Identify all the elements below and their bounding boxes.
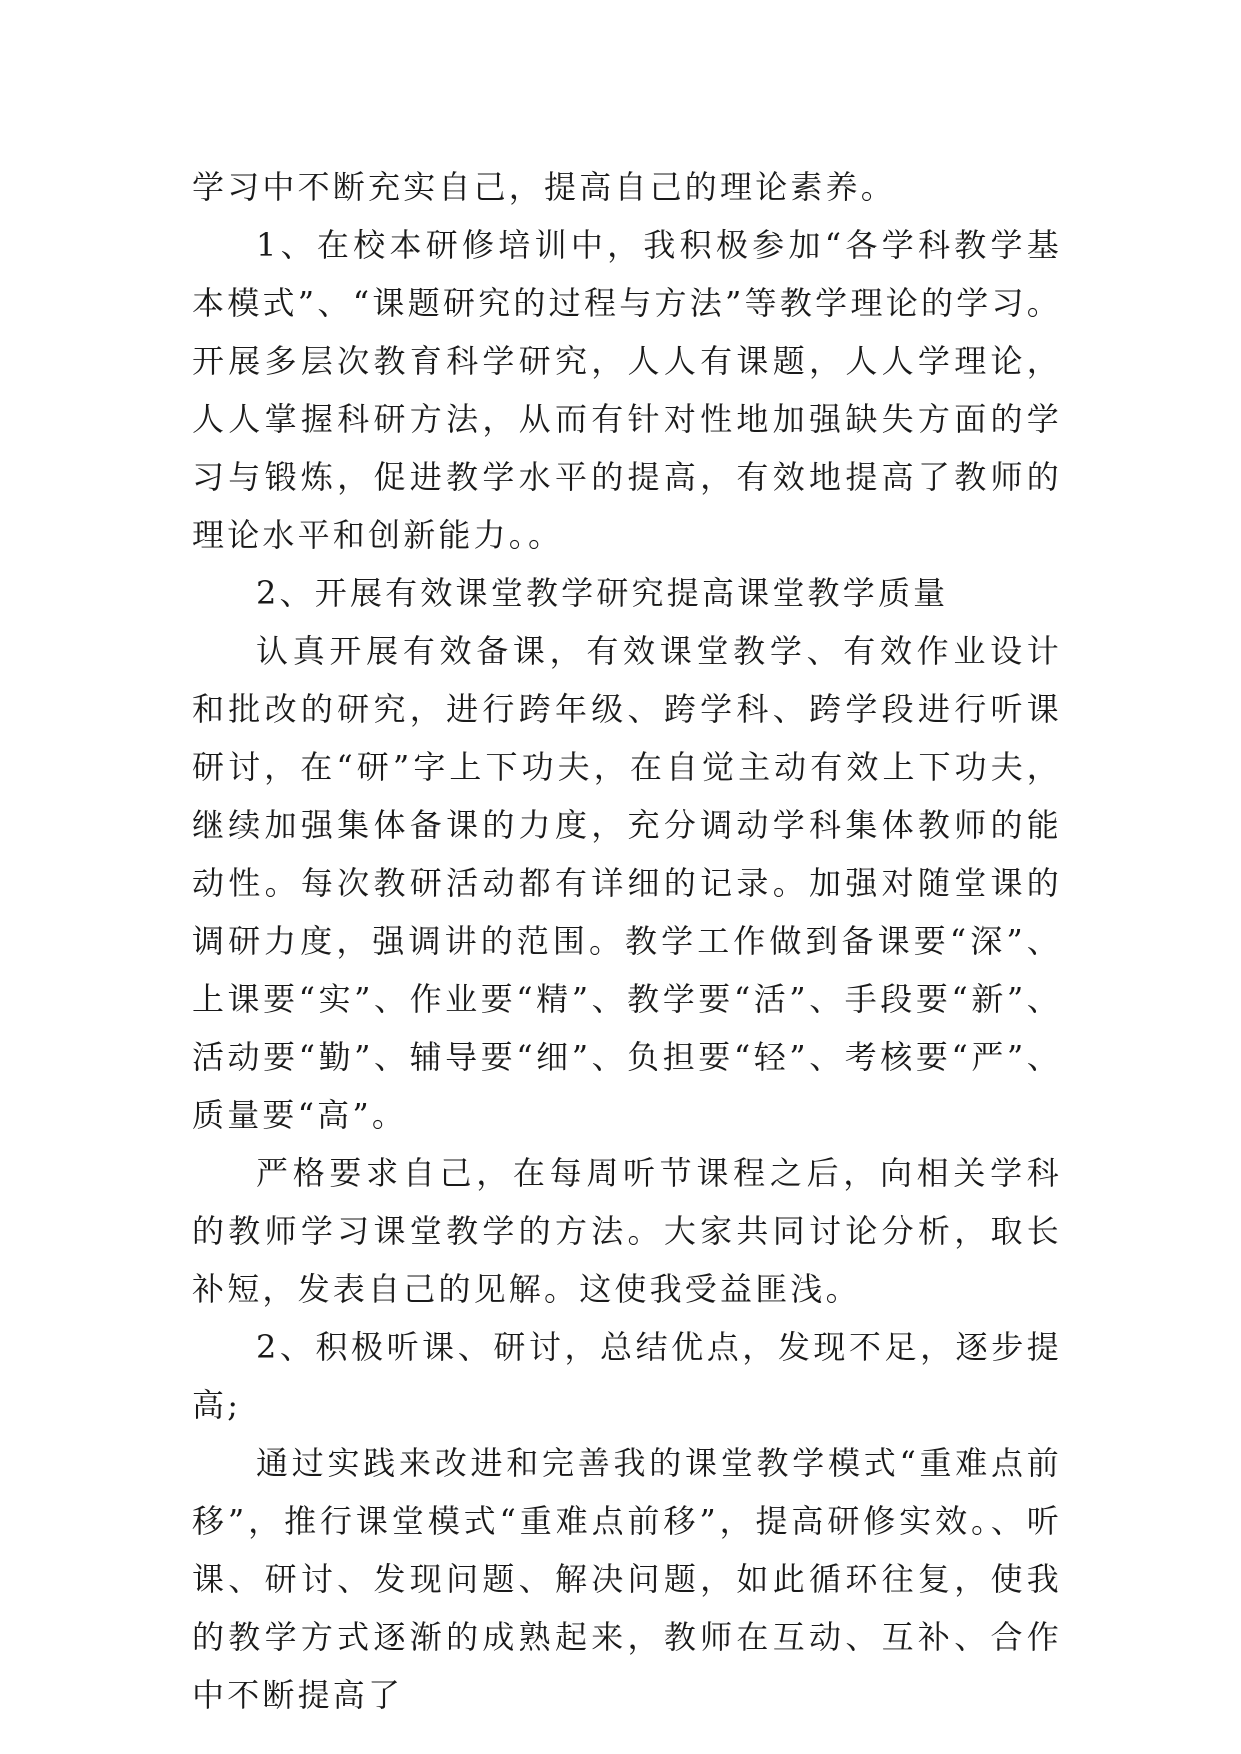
paragraph-3: 2、开展有效课堂教学研究提高课堂教学质量	[256, 574, 949, 612]
paragraph-1: 学习中不断充实自己，提高自己的理论素养。	[192, 168, 897, 206]
paragraph-2: 1、在校本研修培训中，我积极参加“各学科教学基本模式”、“课题研究的过程与方法”等教学理论的学习。开展多层次教育科学研究，人人有课题，人人学理论，人人掌握科研方法，从而有针对性地加强缺失方面的学习与锻炼，促进教学水平的提高，有效地提高了教师的理论水平和创新能力。。	[192, 226, 1062, 554]
paragraph-5: 严格要求自己，在每周听节课程之后，向相关学科的教师学习课堂教学的方法。大家共同讨论分析，取长补短，发表自己的见解。这使我受益匪浅。	[192, 1154, 1062, 1308]
document-body	[192, 158, 1062, 1724]
paragraph-4: 认真开展有效备课，有效课堂教学、有效作业设计和批改的研究，进行跨年级、跨学科、跨学段进行听课研讨，在“研”字上下功夫，在自觉主动有效上下功夫，继续加强集体备课的力度，充分调动学科集体教师的能动性。每次教研活动都有详细的记录。加强对随堂课的调研力度，强调讲的范围。教学工作做到备课要“深”、上课要“实”、作业要“精”、教学要“活”、手段要“新”、活动要“勤”、辅导要“细”、负担要“轻”、考核要“严”、质量要“高”。	[192, 632, 1062, 1134]
paragraph-6: 2、积极听课、研讨，总结优点，发现不足，逐步提高;	[192, 1328, 1062, 1424]
paragraph-7: 通过实践来改进和完善我的课堂教学模式“重难点前移”，推行课堂模式“重难点前移”，提高研修实效。、听课、研讨、发现问题、解决问题，如此循环往复，使我的教学方式逐渐的成熟起来，教师在互动、互补、合作中不断提高了	[192, 1444, 1062, 1714]
